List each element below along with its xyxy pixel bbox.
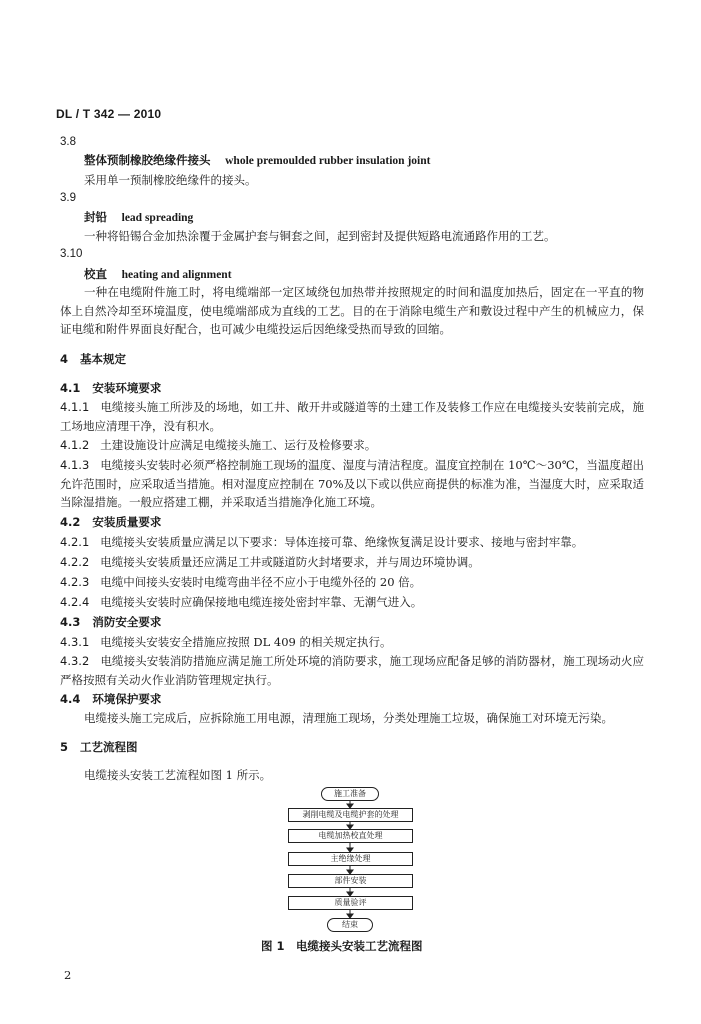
subsection-title: 消防安全要求	[92, 615, 162, 629]
term-number: 3.9	[60, 192, 76, 204]
clause-number: 4.2.1	[60, 535, 90, 549]
subsection-title: 环境保护要求	[92, 692, 162, 706]
clause-number: 4.2.2	[60, 555, 90, 569]
clause-text: 电缆接头安装时应确保接地电缆连接处密封牢靠、无潮气进入。	[100, 595, 423, 609]
standard-code: DL / T 342 — 2010	[56, 107, 162, 121]
flow-step: 剥削电缆及电缆护套的处理	[288, 808, 413, 822]
flow-step-end: 结束	[327, 918, 373, 932]
flow-step: 质量验评	[288, 896, 413, 910]
term-number: 3.10	[60, 248, 83, 260]
clause-text: 电缆接头安装消防措施应满足施工所处环境的消防要求，施工现场应配备足够的消防器材，施工现场动火应严格按照有关动火作业消防管理规定执行。	[60, 654, 644, 687]
term-title-cn: 整体预制橡胶绝缘件接头	[84, 153, 211, 167]
term-title-en: heating and alignment	[121, 269, 232, 281]
clause-number: 4.3.1	[60, 635, 90, 649]
page-number: 2	[64, 968, 72, 982]
term-definition: 一种将铅锡合金加热涂覆于金属护套与铜套之间，起到密封及提供短路电流通路作用的工艺。	[84, 229, 556, 243]
subsection-number: 4.2	[60, 515, 81, 529]
clause-number: 4.3.2	[60, 654, 90, 668]
clause-number: 4.1.2	[60, 438, 90, 452]
section-title: 工艺流程图	[80, 740, 138, 754]
term-title-cn: 校直	[84, 267, 107, 281]
section-number: 5	[60, 740, 69, 754]
clause-text: 电缆中间接头安装时电缆弯曲半径不应小于电缆外径的 20 倍。	[100, 575, 422, 589]
clause-text: 电缆接头施工所涉及的场地，如工井、敞开井或隧道等的土建工作及装修工作应在电缆接头安装前完成，施工场地应清理干净，没有积水。	[60, 400, 644, 433]
flow-step: 部件安装	[288, 874, 413, 888]
term-definition: 采用单一预制橡胶绝缘件的接头。	[84, 173, 257, 187]
clause-number: 4.2.4	[60, 595, 90, 609]
clause-number: 4.1.3	[60, 458, 90, 472]
subsection-title: 安装质量要求	[92, 515, 162, 529]
term-title-en: whole premoulded rubber insulation joint	[225, 155, 431, 167]
clause-text: 电缆接头安装质量还应满足工井或隧道防火封堵要求，并与周边环境协调。	[100, 555, 480, 569]
subsection-title: 安装环境要求	[92, 381, 162, 395]
flow-step: 电缆加热校直处理	[288, 829, 413, 843]
section-title: 基本规定	[80, 352, 127, 366]
term-number: 3.8	[60, 136, 76, 148]
section-number: 4	[60, 352, 69, 366]
term-title-cn: 封铅	[84, 210, 107, 224]
clause-text: 电缆接头安装质量应满足以下要求：导体连接可靠、绝缘恢复满足设计要求、接地与密封牢靠。	[100, 535, 584, 549]
figure-caption: 图 1 电缆接头安装工艺流程图	[261, 939, 423, 953]
subsection-number: 4.4	[60, 692, 81, 706]
section-intro: 电缆接头安装工艺流程如图 1 所示。	[84, 768, 272, 782]
subsection-number: 4.1	[60, 381, 81, 395]
term-definition: 一种在电缆附件施工时，将电缆端部一定区域绕包加热带并按照规定的时间和温度加热后，固定在一平直的物体上自然冷却至环境温度，使电缆端部成为直线的工艺。目的在于消除电缆生产和敷设过程中产生的机械应力，保证电缆和附件界面良好配合，也可减少电缆投运后因绝缘受热而导致的回缩。	[60, 285, 644, 336]
flow-step: 主绝缘处理	[288, 852, 413, 866]
flow-step-start: 施工准备	[321, 787, 379, 801]
clause-text: 土建设施设计应满足电缆接头施工、运行及检修要求。	[100, 438, 377, 452]
clause-number: 4.1.1	[60, 400, 90, 414]
subsection-number: 4.3	[60, 615, 81, 629]
term-title-en: lead spreading	[121, 212, 194, 224]
clause-text: 电缆接头安装安全措施应按照 DL 409 的相关规定执行。	[100, 635, 392, 649]
clause-text: 电缆接头安装时必须严格控制施工现场的温度、湿度与清洁程度。温度宜控制在 10℃～30℃，当温度超出允许范围时，应采取适当措施。相对湿度应控制在 70%及以下或以供应商提供的标准为准，当湿度大时，应采取适当除湿措施。一般应搭建工棚，并采取适当措施净化施工环境。	[60, 458, 645, 509]
clause-text: 电缆接头施工完成后，应拆除施工用电源，清理施工现场，分类处理施工垃圾，确保施工对环境无污染。	[84, 711, 613, 725]
clause-number: 4.2.3	[60, 575, 90, 589]
